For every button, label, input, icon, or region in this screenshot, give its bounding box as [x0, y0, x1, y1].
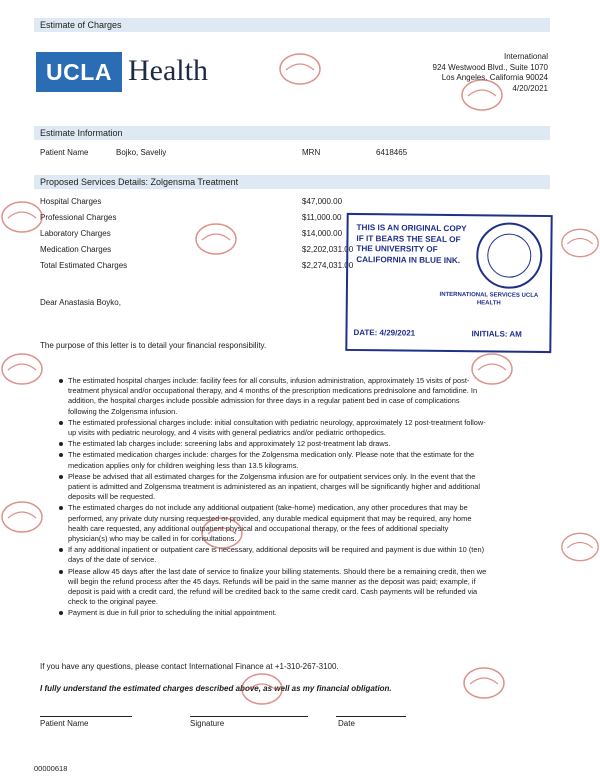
charge-label: Professional Charges [40, 213, 117, 222]
stamp-text: THIS IS AN ORIGINAL COPY IF IT BEARS THE SEAL OF THE UNIVERSITY OF CALIFORNIA IN BLUE INK. [356, 223, 467, 265]
list-item: The estimated lab charges include: screening labs and approximately 12 post-treatment lab draws. [68, 439, 488, 449]
watermark-seal-icon [194, 222, 238, 256]
charge-label: Medication Charges [40, 245, 112, 254]
watermark-seal-icon [278, 52, 322, 86]
charge-label: Laboratory Charges [40, 229, 111, 238]
services-band [34, 175, 550, 189]
charge-amount: $14,000.00 [302, 229, 343, 238]
address-line: 924 Westwood Blvd., Suite 1070 [432, 62, 548, 72]
date-line [336, 716, 406, 717]
charge-amount: $11,000.00 [302, 213, 342, 222]
mrn-value: 6418465 [376, 148, 408, 157]
charge-label: Total Estimated Charges [40, 261, 128, 270]
list-item: The estimated hospital charges include: facility fees for all consults, infusion administration, approximately 15 visits of post-treatment physical and/or occupational therapy, and 4 months of the prescription medications prednisolone and famotidine. In addition, the hospital charges include possible admission for three days in a regular patient bed in case of complications following the Zolgensma infusion. [68, 376, 488, 417]
acknowledgement: I fully understand the estimated charges described above, as well as my financial obligation. [40, 684, 392, 693]
header-band [34, 18, 550, 32]
list-item: The estimated professional charges include: initial consultation with pediatric neurology, approximately 12 post-treatment follow-up visits with pediatric neurology, and 4 visits with general pediatrics and/or pediatric orthopedics. [68, 418, 488, 438]
watermark-seal-icon [470, 352, 514, 386]
mrn-label: MRN [302, 148, 321, 157]
page-id: 00000618 [34, 764, 68, 773]
watermark-seal-icon [0, 352, 44, 386]
document-title: Estimate of Charges [40, 20, 122, 30]
stamp-date: DATE: 4/29/2021 [353, 328, 416, 338]
stamp-initials: INITIALS: AM [471, 329, 522, 339]
list-item: Please allow 45 days after the last date of service to finalize your billing statements. Should there be a remaining credit, then we will begin the refund process after the 45 days. Refunds will be paid in the same manner as the deposit was paid; example, if deposit is paid with a credit card, the refund will be credited back to the same credit card. Cash payments will be refunded via check to the original payee. [68, 566, 487, 607]
address-line: International [503, 52, 548, 61]
letter-date: 4/20/2021 [512, 83, 548, 93]
stamp-org: INTERNATIONAL SERVICES UCLA HEALTH [439, 291, 539, 307]
original-copy-stamp [345, 213, 552, 353]
patient-name-label: Patient Name [40, 148, 89, 157]
address-line: Los Angeles, California 90024 [441, 73, 548, 82]
patient-name-caption: Patient Name [40, 719, 89, 728]
estimate-info-band [34, 126, 550, 140]
list-item: The estimated medication charges include: charges for the Zolgensma medication only. Please note that the estimate for the medication applies only for children weighing less than 13.5 kilograms. [68, 450, 488, 470]
ucla-logo: UCLA [36, 52, 122, 92]
charge-amount: $2,274,031.00 [302, 261, 354, 270]
watermark-seal-icon [0, 500, 44, 534]
services-heading: Proposed Services Details: Zolgensma Treatment [40, 177, 239, 187]
charge-label: Hospital Charges [40, 197, 102, 206]
watermark-seal-icon [560, 530, 600, 564]
patient-name-line [40, 716, 132, 717]
terms-list [58, 376, 488, 620]
watermark-seal-icon [460, 78, 504, 112]
charge-row-total [40, 261, 360, 278]
signature-caption: Signature [190, 719, 225, 728]
watermark-seal-icon [240, 672, 284, 706]
health-logo-text: Health [128, 54, 208, 87]
watermark-seal-icon [462, 666, 506, 700]
questions-contact: If you have any questions, please contact International Finance at +1-310-267-3100. [40, 662, 339, 671]
charge-amount: $47,000.00 [302, 197, 343, 206]
salutation: Dear Anastasia Boyko, [40, 298, 121, 307]
list-item: The estimated charges do not include any additional outpatient (take-home) medication, any other procedures that may be performed, any private duty nursing requested or provided, any durable medical equipment that may be required, any home health care requested, any additional outpatient physical and occupational therapy, or the fees of additional specialty physician(s) who may be called in for consultations. [68, 503, 488, 544]
watermark-seal-icon [560, 226, 600, 260]
list-item: If any additional inpatient or outpatient care is necessary, additional deposits will be required and payment is due within 10 (ten) days of the date of service. [68, 545, 488, 565]
seal-inner-ring [487, 233, 531, 277]
university-seal-icon [476, 222, 543, 289]
list-item: Please be advised that all estimated charges for the Zolgensma infusion are for outpatient services only. In the event that the patient is admitted and Zolgensma treatment is administered as an inpatient, charges will be significantly higher and additional deposits will be requested. [68, 472, 488, 503]
list-item: Payment is due in full prior to scheduling the initial appointment. [68, 608, 488, 618]
watermark-seal-icon [0, 200, 44, 234]
charge-row [40, 197, 360, 214]
signature-line [190, 716, 308, 717]
patient-name-value: Bojko, Saveliy [116, 148, 167, 157]
charge-amount: $2,202,031.00 [302, 245, 354, 254]
estimate-info-heading: Estimate Information [40, 128, 123, 138]
watermark-seal-icon [200, 516, 244, 550]
date-caption: Date [338, 719, 355, 728]
purpose-statement: The purpose of this letter is to detail your financial responsibility. [40, 341, 267, 350]
